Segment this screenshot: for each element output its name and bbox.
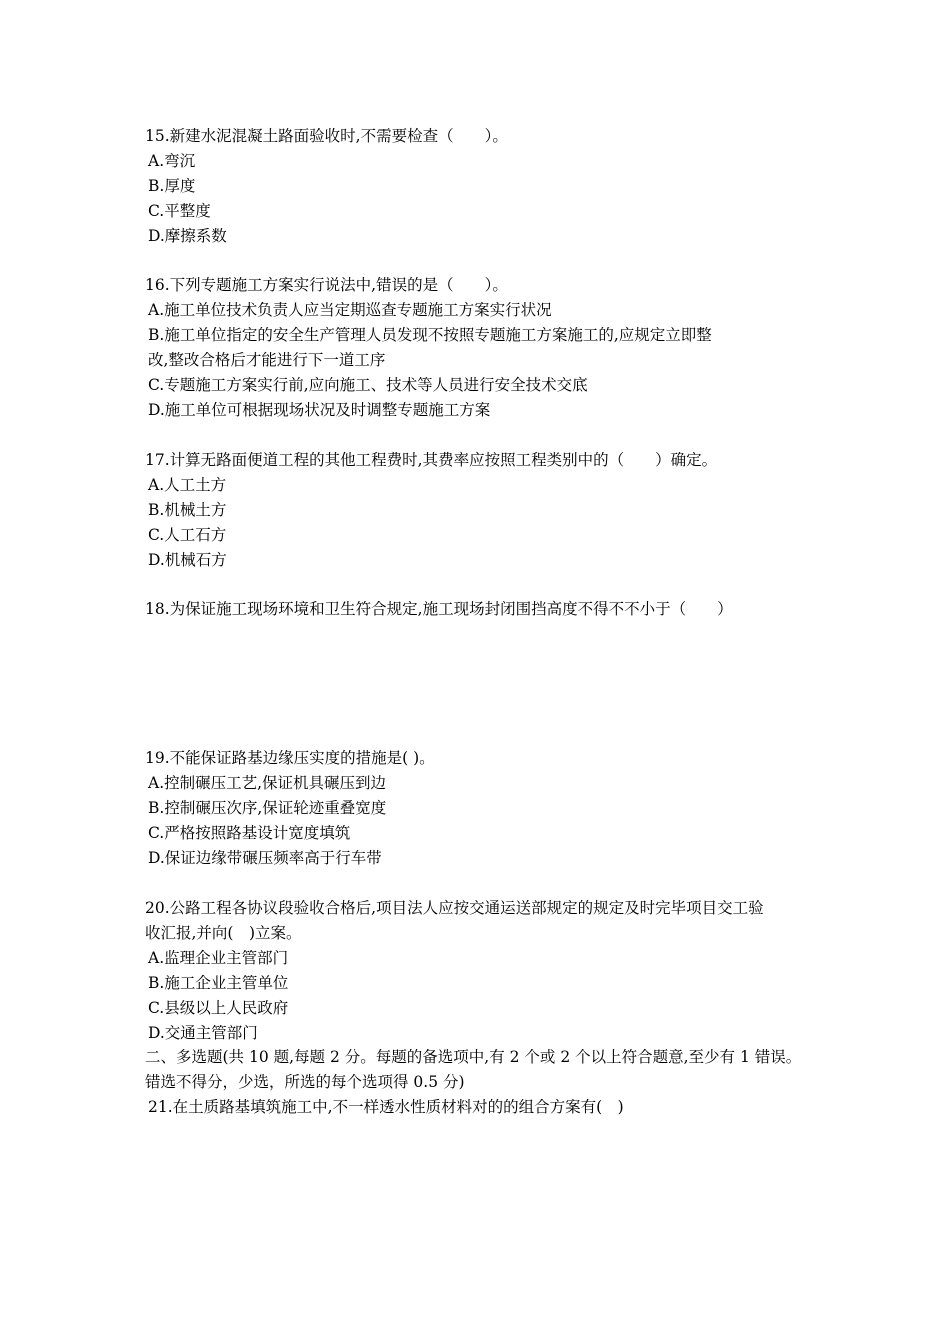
- q20-option-c: C.县级以上人民政府: [148, 999, 289, 1017]
- q19-option-c: C.严格按照路基设计宽度填筑: [148, 824, 351, 842]
- q21-stem: 21.在土质路基填筑施工中,不一样透水性质材料对的的组合方案有( ): [148, 1098, 624, 1116]
- q19-option-d: D.保证边缘带碾压频率高于行车带: [148, 849, 382, 867]
- q16-option-b: B.施工单位指定的安全生产管理人员发现不按照专题施工方案施工的,应规定立即整: [148, 326, 712, 344]
- q17-stem: 17.计算无路面便道工程的其他工程费时,其费率应按照工程类别中的（ ）确定。: [145, 451, 718, 469]
- q19-option-a: A.控制碾压工艺,保证机具碾压到边: [148, 774, 387, 792]
- q17-option-b: B.机械土方: [148, 501, 227, 519]
- q15-stem: 15.新建水泥混凝土路面验收时,不需要检查（ ）。: [145, 127, 508, 145]
- q16-stem: 16.下列专题施工方案实行说法中,错误的是（ ）。: [145, 276, 508, 294]
- q19-stem: 19.不能保证路基边缘压实度的措施是( )。: [145, 749, 435, 767]
- q20-stem-line-2: 收汇报,并向( )立案。: [145, 924, 302, 942]
- q19-option-b: B.控制碾压次序,保证轮迹重叠宽度: [148, 799, 387, 817]
- q20-stem-line-1: 20.公路工程各协议段验收合格后,项目法人应按交通运送部规定的规定及时完毕项目交工验: [145, 899, 764, 917]
- q17-option-d: D.机械石方: [148, 551, 227, 569]
- q15-option-c: C.平整度: [148, 202, 211, 220]
- q16-option-b-cont: 改,整改合格后才能进行下一道工序: [148, 351, 386, 369]
- section-heading-line-2: 错选不得分，少选，所选的每个选项得 0.5 分): [145, 1073, 465, 1091]
- q15-option-b: B.厚度: [148, 177, 196, 195]
- q17-option-a: A.人工土方: [148, 476, 227, 494]
- q20-option-a: A.监理企业主管部门: [148, 949, 289, 967]
- q20-option-d: D.交通主管部门: [148, 1024, 258, 1042]
- section-heading-line-1: 二、多选题(共 10 题,每题 2 分。每题的备选项中,有 2 个或 2 个以上符合题意,至少有 1 错误。: [145, 1048, 802, 1066]
- q17-option-c: C.人工石方: [148, 526, 227, 544]
- q15-option-a: A.弯沉: [148, 152, 196, 170]
- q16-option-d: D.施工单位可根据现场状况及时调整专题施工方案: [148, 401, 491, 419]
- q16-option-c: C.专题施工方案实行前,应向施工、技术等人员进行安全技术交底: [148, 376, 588, 394]
- q20-option-b: B.施工企业主管单位: [148, 974, 289, 992]
- q18-stem: 18.为保证施工现场环境和卫生符合规定,施工现场封闭围挡高度不得不不小于（ ）: [145, 600, 733, 618]
- q15-option-d: D.摩擦系数: [148, 227, 227, 245]
- q16-option-a: A.施工单位技术负责人应当定期巡查专题施工方案实行状况: [148, 301, 552, 319]
